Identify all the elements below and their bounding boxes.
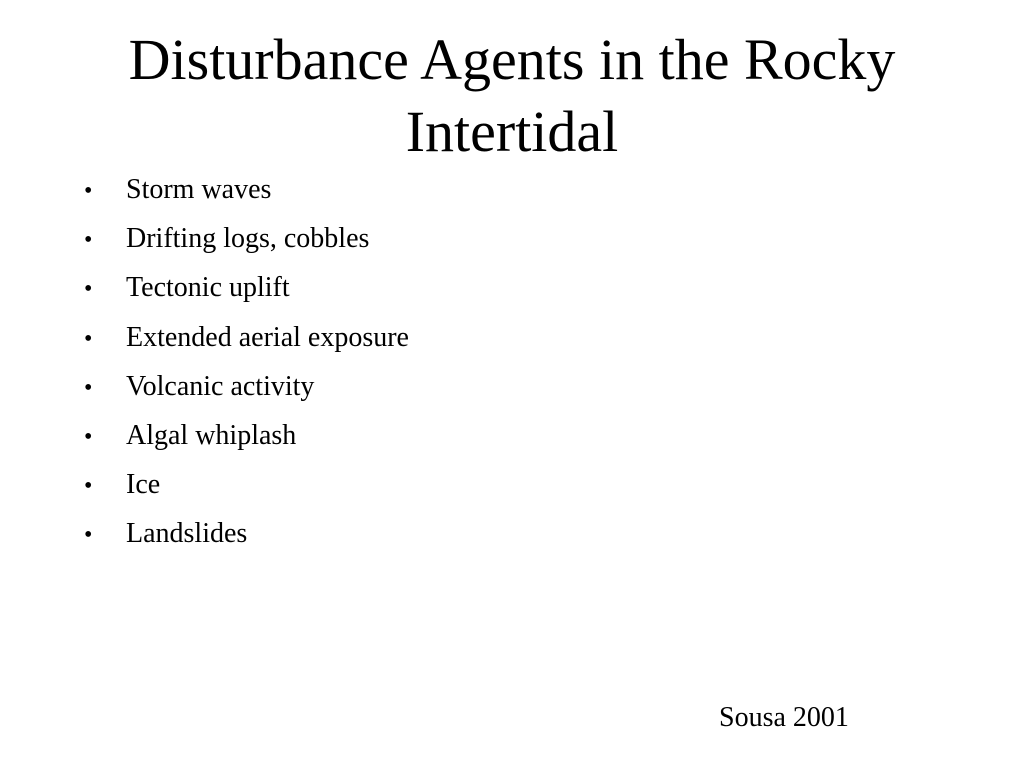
list-item bbox=[84, 217, 409, 266]
bullet-text: Ice bbox=[126, 469, 161, 501]
slide-title: Disturbance Agents in the Rocky Intertidal bbox=[128, 27, 896, 164]
bullet-marker: • bbox=[84, 227, 93, 254]
list-item bbox=[84, 414, 409, 463]
bullet-text: Volcanic activity bbox=[126, 370, 315, 402]
list-item bbox=[84, 463, 409, 512]
bullet-text: Drifting logs, cobbles bbox=[126, 223, 370, 255]
bullet-text: Algal whiplash bbox=[126, 419, 297, 451]
list-item bbox=[84, 266, 409, 315]
bullet-marker: • bbox=[84, 178, 93, 204]
bullet-marker: • bbox=[84, 423, 93, 450]
bullet-marker: • bbox=[84, 522, 93, 549]
bullet-text: Landslides bbox=[126, 518, 248, 550]
list-item bbox=[84, 316, 409, 365]
bullet-marker: • bbox=[84, 473, 93, 500]
bullet-marker: • bbox=[84, 276, 93, 303]
bullet-list bbox=[84, 168, 409, 562]
bullet-marker: • bbox=[84, 374, 93, 401]
list-item bbox=[84, 365, 409, 414]
bullet-text: Extended aerial exposure bbox=[126, 321, 409, 353]
list-item bbox=[84, 512, 409, 561]
bullet-marker: • bbox=[84, 325, 93, 352]
citation: Sousa 2001 bbox=[719, 702, 849, 733]
bullet-text: Tectonic uplift bbox=[126, 272, 290, 304]
list-item bbox=[84, 168, 409, 217]
bullet-text: Storm waves bbox=[126, 174, 272, 205]
